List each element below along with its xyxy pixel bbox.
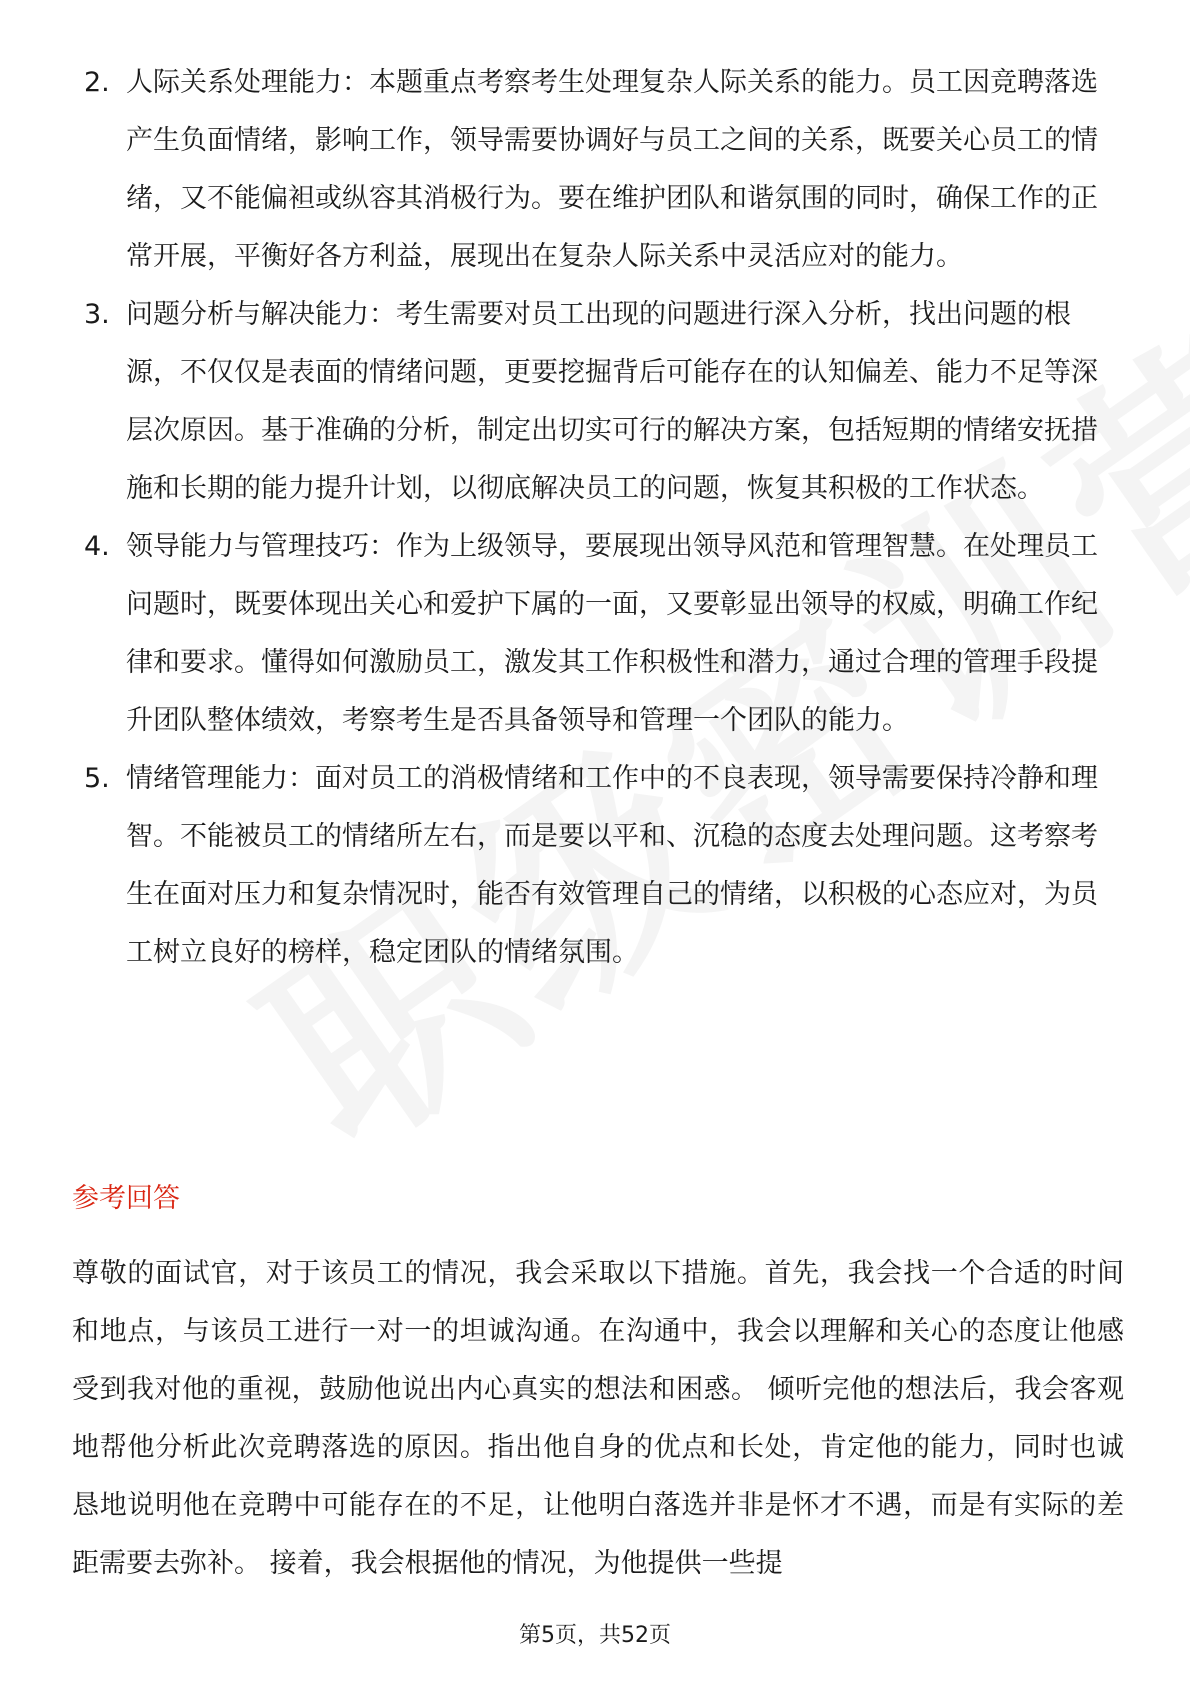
list-item-number: 5.: [84, 763, 110, 794]
list-item: [0, 54, 1190, 286]
list-item: [0, 286, 1190, 518]
list-item-text: 情绪管理能力：面对员工的消极情绪和工作中的不良表现，领导需要保持冷静和理智。不能被员工的情绪所左右，而是要以平和、沉稳的态度去处理问题。这考察考生在面对压力和复杂情况时，能否有效管理自己的情绪，以积极的心态应对，为员工树立良好的榜样，稳定团队的情绪氛围。: [126, 763, 1098, 968]
section-heading: 参考回答: [72, 1183, 180, 1214]
list-item-number: 4.: [84, 531, 110, 562]
list-item-number: 2.: [84, 67, 110, 98]
ability-list: [0, 54, 1190, 982]
list-item-text: 问题分析与解决能力：考生需要对员工出现的问题进行深入分析，找出问题的根源，不仅仅是表面的情绪问题，更要挖掘背后可能存在的认知偏差、能力不足等深层次原因。基于准确的分析，制定出切实可行的解决方案，包括短期的情绪安抚措施和长期的能力提升计划，以彻底解决员工的问题，恢复其积极的工作状态。: [126, 299, 1098, 504]
list-item-number: 3.: [84, 299, 110, 330]
answer-paragraph: 尊敬的面试官，对于该员工的情况，我会采取以下措施。首先，我会找一个合适的时间和地点，与该员工进行一对一的坦诚沟通。在沟通中，我会以理解和关心的态度让他感受到我对他的重视，鼓励他说出内心真实的想法和困惑。 倾听完他的想法后，我会客观地帮他分析此次竞聘落选的原因。指出他自身的优点和长处，肯定他的能力，同时也诚恳地说明他在竞聘中可能存在的不足，让他明白落选并非是怀才不遇，而是有实际的差距需要去弥补。 接着，我会根据他的情况，为他提供一些提: [72, 1258, 1124, 1579]
list-item-text: 领导能力与管理技巧：作为上级领导，要展现出领导风范和管理智慧。在处理员工问题时，既要体现出关心和爱护下属的一面，又要彰显出领导的权威，明确工作纪律和要求。懂得如何激励员工，激发其工作积极性和潜力，通过合理的管理手段提升团队整体绩效，考察考生是否具备领导和管理一个团队的能力。: [126, 531, 1098, 736]
page-number: 第5页，共52页: [519, 1623, 671, 1648]
list-item-text: 人际关系处理能力：本题重点考察考生处理复杂人际关系的能力。员工因竞聘落选产生负面情绪，影响工作，领导需要协调好与员工之间的关系，既要关心员工的情绪，又不能偏袒或纵容其消极行为。要在维护团队和谐氛围的同时，确保工作的正常开展，平衡好各方利益，展现出在复杂人际关系中灵活应对的能力。: [126, 67, 1098, 272]
list-item: [0, 518, 1190, 750]
list-item: [0, 750, 1190, 982]
